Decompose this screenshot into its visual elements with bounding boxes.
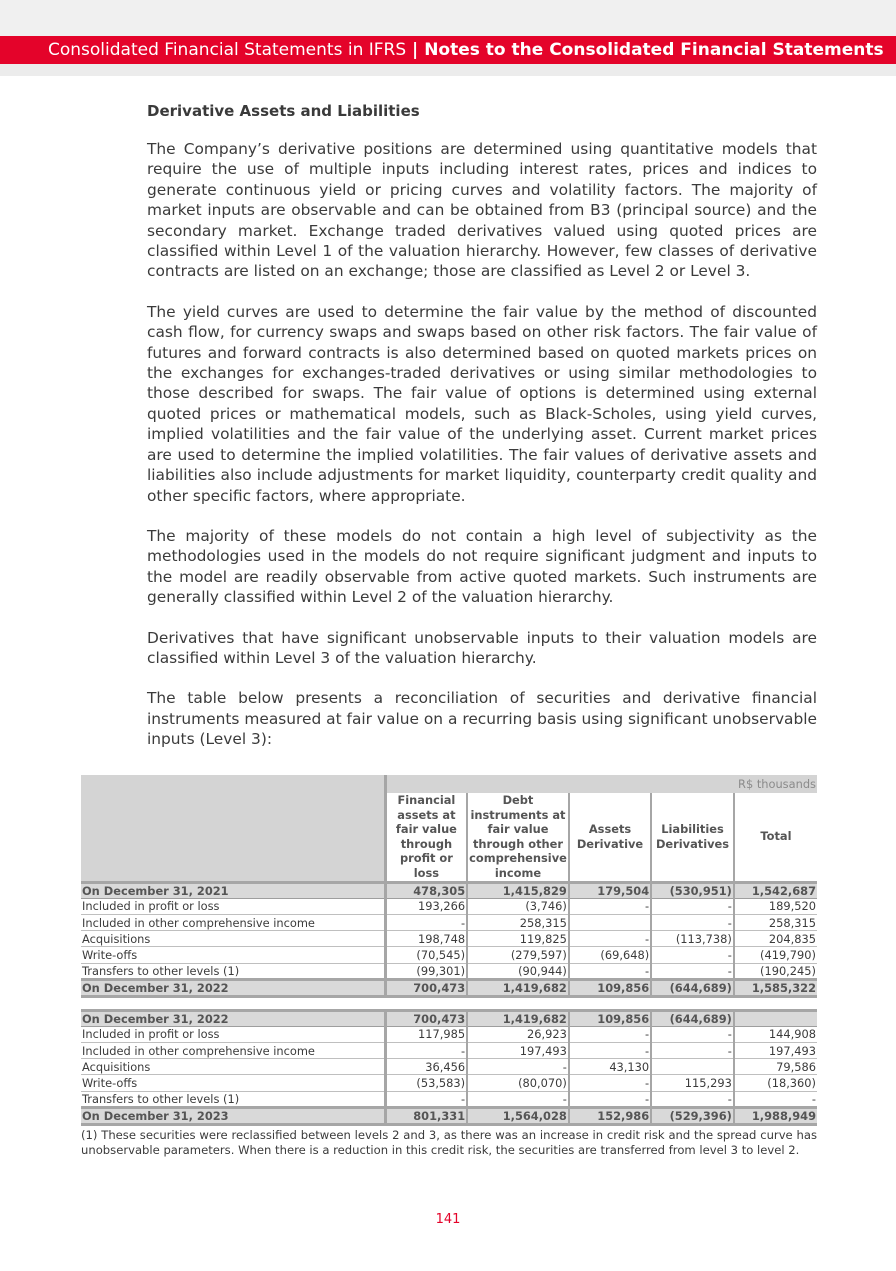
cell-value: -	[467, 1059, 569, 1075]
top-strip	[0, 0, 896, 36]
cell-value: 1,988,949	[734, 1107, 817, 1124]
column-header: Debt instruments at fair value through other comprehensive income	[467, 793, 569, 882]
cell-value: -	[651, 914, 734, 930]
cell-value: 115,293	[651, 1075, 734, 1091]
table-spacer	[81, 996, 817, 1010]
row-label: Transfers to other levels (1)	[81, 1091, 385, 1107]
table-footnote: (1) These securities were reclassified between levels 2 and 3, as there was an increase in credit risk and the spread curve has unobservable parameters. When there is a reduction in this credit risk, the securities are transferred from level 3 to level 2.	[81, 1127, 817, 1158]
cell-value: 478,305	[385, 882, 467, 898]
spacer-cell	[81, 996, 817, 1010]
cell-value: 197,493	[467, 1043, 569, 1059]
cell-value: -	[569, 1075, 651, 1091]
page-number: 141	[435, 1212, 461, 1227]
cell-value: -	[467, 1091, 569, 1107]
cell-value: -	[651, 898, 734, 914]
cell-value: -	[569, 1026, 651, 1042]
paragraph: Derivatives that have significant unobservable inputs to their valuation models are classified within Level 3 of the valuation hierarchy.	[147, 628, 817, 667]
row-label: Write-offs	[81, 1075, 385, 1091]
row-label: On December 31, 2021	[81, 882, 385, 898]
cell-value: -	[734, 1091, 817, 1107]
cell-value: (529,396)	[651, 1107, 734, 1124]
balance-row	[81, 1010, 817, 1026]
cell-value: -	[569, 1091, 651, 1107]
column-header: Assets Derivative	[569, 793, 651, 882]
cell-value: -	[569, 898, 651, 914]
cell-value: (53,583)	[385, 1075, 467, 1091]
units-label: R$ thousands	[385, 775, 817, 793]
cell-value: (3,746)	[467, 898, 569, 914]
units-row	[81, 775, 817, 793]
cell-value	[569, 914, 651, 930]
cell-value: (80,070)	[467, 1075, 569, 1091]
cell-value: 1,585,322	[734, 979, 817, 996]
cell-value: (530,951)	[651, 882, 734, 898]
cell-value: 179,504	[569, 882, 651, 898]
row-label: Write-offs	[81, 947, 385, 963]
row-label: Transfers to other levels (1)	[81, 963, 385, 979]
cell-value: -	[651, 947, 734, 963]
cell-value: 801,331	[385, 1107, 467, 1124]
reconciliation-table-wrap	[81, 775, 817, 1159]
row-label: On December 31, 2022	[81, 1010, 385, 1026]
cell-value: 193,266	[385, 898, 467, 914]
cell-value: 700,473	[385, 979, 467, 996]
cell-value: 204,835	[734, 931, 817, 947]
table-row	[81, 963, 817, 979]
main-content	[147, 102, 817, 770]
table-row	[81, 931, 817, 947]
cell-value: -	[651, 1043, 734, 1059]
cell-value: 700,473	[385, 1010, 467, 1026]
cell-value: -	[569, 1043, 651, 1059]
cell-value: 119,825	[467, 931, 569, 947]
cell-value: 198,748	[385, 931, 467, 947]
table-row	[81, 1075, 817, 1091]
cell-value: 189,520	[734, 898, 817, 914]
cell-value: -	[651, 1026, 734, 1042]
cell-value: -	[385, 914, 467, 930]
table-row	[81, 898, 817, 914]
balance-row	[81, 979, 817, 996]
cell-value: (70,545)	[385, 947, 467, 963]
column-header: Liabilities Derivatives	[651, 793, 734, 882]
balance-row	[81, 1107, 817, 1124]
cell-value: 1,542,687	[734, 882, 817, 898]
cell-value: 79,586	[734, 1059, 817, 1075]
cell-value	[651, 1059, 734, 1075]
cell-value: 117,985	[385, 1026, 467, 1042]
cell-value: 36,456	[385, 1059, 467, 1075]
cell-value: (99,301)	[385, 963, 467, 979]
table-row	[81, 947, 817, 963]
cell-value: (419,790)	[734, 947, 817, 963]
cell-value: (644,689)	[651, 1010, 734, 1026]
cell-value: 258,315	[467, 914, 569, 930]
header-chapter: Notes to the Consolidated Financial Statements	[424, 40, 884, 60]
row-label: Included in profit or loss	[81, 898, 385, 914]
cell-value: (279,597)	[467, 947, 569, 963]
cell-value: (69,648)	[569, 947, 651, 963]
row-label: Included in other comprehensive income	[81, 1043, 385, 1059]
page-header	[0, 36, 896, 64]
cell-value: 197,493	[734, 1043, 817, 1059]
row-label: Acquisitions	[81, 1059, 385, 1075]
level3-reconciliation-table	[81, 775, 817, 1126]
cell-value: (113,738)	[651, 931, 734, 947]
cell-value: 1,419,682	[467, 979, 569, 996]
cell-value: -	[569, 931, 651, 947]
cell-value: 1,564,028	[467, 1107, 569, 1124]
cell-value: -	[385, 1043, 467, 1059]
cell-value: -	[569, 963, 651, 979]
header-shadow	[0, 64, 896, 76]
cell-value: (90,944)	[467, 963, 569, 979]
row-label: Included in other comprehensive income	[81, 914, 385, 930]
balance-row	[81, 882, 817, 898]
cell-value: 109,856	[569, 1010, 651, 1026]
column-header: Total	[734, 793, 817, 882]
cell-value: (644,689)	[651, 979, 734, 996]
cell-value: -	[651, 963, 734, 979]
cell-value: 43,130	[569, 1059, 651, 1075]
header-blank-cell	[81, 775, 385, 882]
cell-value: 258,315	[734, 914, 817, 930]
cell-value: 1,419,682	[467, 1010, 569, 1026]
table-row	[81, 1059, 817, 1075]
cell-value: 144,908	[734, 1026, 817, 1042]
cell-value: 26,923	[467, 1026, 569, 1042]
paragraph: The majority of these models do not contain a high level of subjectivity as the methodologies used in the models do not require significant judgment and inputs to the model are readily observable from active quoted markets. Such instruments are generally classified within Level 2 of the valuation hierarchy.	[147, 526, 817, 607]
header-separator: |	[406, 40, 425, 60]
cell-value	[734, 1010, 817, 1026]
paragraph: The table below presents a reconciliation of securities and derivative financial instruments measured at fair value on a recurring basis using significant unobservable inputs (Level 3):	[147, 689, 817, 749]
row-label: On December 31, 2022	[81, 979, 385, 996]
paragraph: The Company’s derivative positions are determined using quantitative models that require the use of multiple inputs including interest rates, prices and indices to generate continuous yield or pricing curves and volatility factors. The majority of market inputs are observable and can be obtained from B3 (principal source) and the secondary market. Exchange traded derivatives valued using quoted prices are classified within Level 1 of the valuation hierarchy. However, few classes of derivative contracts are listed on an exchange; those are classified as Level 2 or Level 3.	[147, 140, 817, 281]
cell-value: 109,856	[569, 979, 651, 996]
table-row	[81, 1043, 817, 1059]
paragraph: The yield curves are used to determine the fair value by the method of discounted cash flow, for currency swaps and swaps based on other risk factors. The fair value of futures and forward contracts is also determined based on quoted markets prices on the exchanges for exchanges-traded derivatives or using similar methodologies to those described for swaps. The fair value of options is determined using external quoted prices or mathematical models, such as Black-Scholes, using yield curves, implied volatilities and the fair value of the underlying asset. Current market prices are used to determine the implied volatilities. The fair values of derivative assets and liabilities also include adjustments for market liquidity, counterparty credit quality and other specific factors, where appropriate.	[147, 302, 817, 505]
cell-value: (190,245)	[734, 963, 817, 979]
cell-value: -	[385, 1091, 467, 1107]
section-title: Derivative Assets and Liabilities	[147, 102, 420, 120]
row-label: Included in profit or loss	[81, 1026, 385, 1042]
header-section: Consolidated Financial Statements in IFRS	[48, 40, 407, 60]
cell-value: 1,415,829	[467, 882, 569, 898]
cell-value: 152,986	[569, 1107, 651, 1124]
row-label: On December 31, 2023	[81, 1107, 385, 1124]
row-label: Acquisitions	[81, 931, 385, 947]
cell-value: (18,360)	[734, 1075, 817, 1091]
cell-value: -	[651, 1091, 734, 1107]
column-header: Financial assets at fair value through profit or loss	[385, 793, 467, 882]
table-row	[81, 914, 817, 930]
table-row	[81, 1091, 817, 1107]
table-row	[81, 1026, 817, 1042]
